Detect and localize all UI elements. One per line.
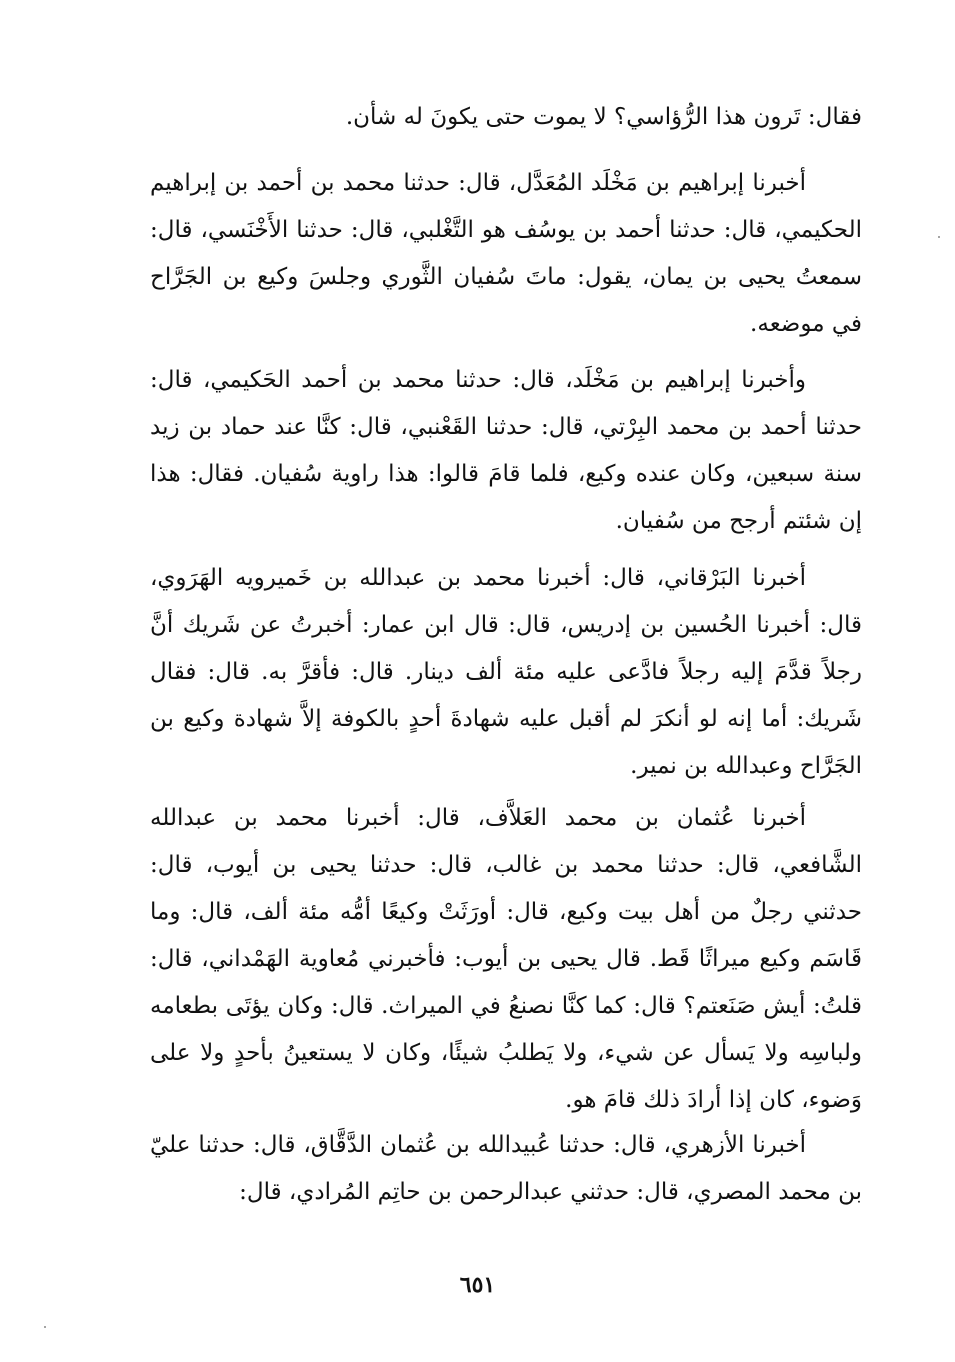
paragraph-narration-5: أخبرنا الأزهري، قال: حدثنا عُبيدالله بن عُثمان الدَّقَّاق، قال: حدثنا عليّ بن محمد المصري، قال: حدثني عبدالرحمن بن حاتِم المُرادي، قال: — [150, 1132, 862, 1205]
scan-speck — [938, 236, 940, 238]
text-block-3 — [150, 555, 862, 790]
paragraph-narration-1: أخبرنا إبراهيم بن مَخْلَد المُعَدَّل، قال: حدثنا محمد بن أحمد بن إبراهيم الحكيمي، قال: حدثنا أحمد بن يوسُف هو التَّغْلبي، قال: حدثنا الأَخْنَسي، قال: سمعتُ يحيى بن يمان، يقول: ماتَ سُفيان الثَّوري وجلسَ وكيع بن الجَرَّاح في موضعه. — [150, 170, 862, 337]
paragraph-continuation: فقال: تَرون هذا الرُّؤاسي؟ لا يموت حتى يكونَ له شأن. — [345, 104, 862, 130]
text-block-2 — [150, 357, 862, 545]
text-block-5 — [150, 1122, 862, 1216]
paragraph-narration-4: أخبرنا عُثمان بن محمد العَلاَّف، قال: أخبرنا محمد بن عبدالله الشَّافعي، قال: حدثنا محمد بن غالب، قال: حدثنا يحيى بن أيوب، قال: حدثني رجلٌ من أهل بيت وكيع، قال: أورَثَتْ وكيعًا أمُّه مئة ألف، قال: وما قَاسَم وكيع ميراثًا قَط. قال يحيى بن أيوب: فأخبرني مُعاوية الهَمْداني، قال: قلتُ: أيش صَنَعتم؟ قال: كما كنَّا نصنعُ في الميراث. قال: وكان يؤتَى بطعامه ولباسِه ولا يَسأل عن شيء، ولا يَطلبُ شيئًا، وكان لا يستعينُ بأحدٍ ولا على وَضوء، كان إذا أرادَ ذلك قامَ هو. — [150, 805, 862, 1113]
page-number: ٦٥١ — [459, 1272, 496, 1298]
text-block-top — [150, 94, 862, 141]
scan-speck — [44, 1326, 46, 1328]
paragraph-narration-3: أخبرنا البَرْقاني، قال: أخبرنا محمد بن عبدالله بن خَميرويه الهَرَوي، قال: أخبرنا الحُسين بن إدريس، قال: قال ابن عمار: أخبرتُ عن شَريك أنَّ رجلاً قدَّمَ إليه رجلاً فادَّعى عليه مئة ألف دينار. قال: فأقرَّ به. قال: فقال شَريك: أما إنه لو أنكرَ لم أقبل عليه شهادةَ أحدٍ بالكوفة إلاَّ شهادة وكيع بن الجَرَّاح وعبدالله بن نمير. — [150, 565, 862, 779]
text-block-1 — [150, 160, 862, 348]
text-block-4 — [150, 795, 862, 1124]
paragraph-narration-2: وأخبرنا إبراهيم بن مَخْلَد، قال: حدثنا محمد بن أحمد الحَكيمي، قال: حدثنا أحمد بن محمد البِرْتي، قال: حدثنا القَعْنبي، قال: كنَّا عند حماد بن زيد سنة سبعين، وكان عنده وكيع، فلما قامَ قالوا: هذا راوية سُفيان. فقال: هذا إن شئتم أرجح من سُفيان. — [150, 367, 862, 534]
